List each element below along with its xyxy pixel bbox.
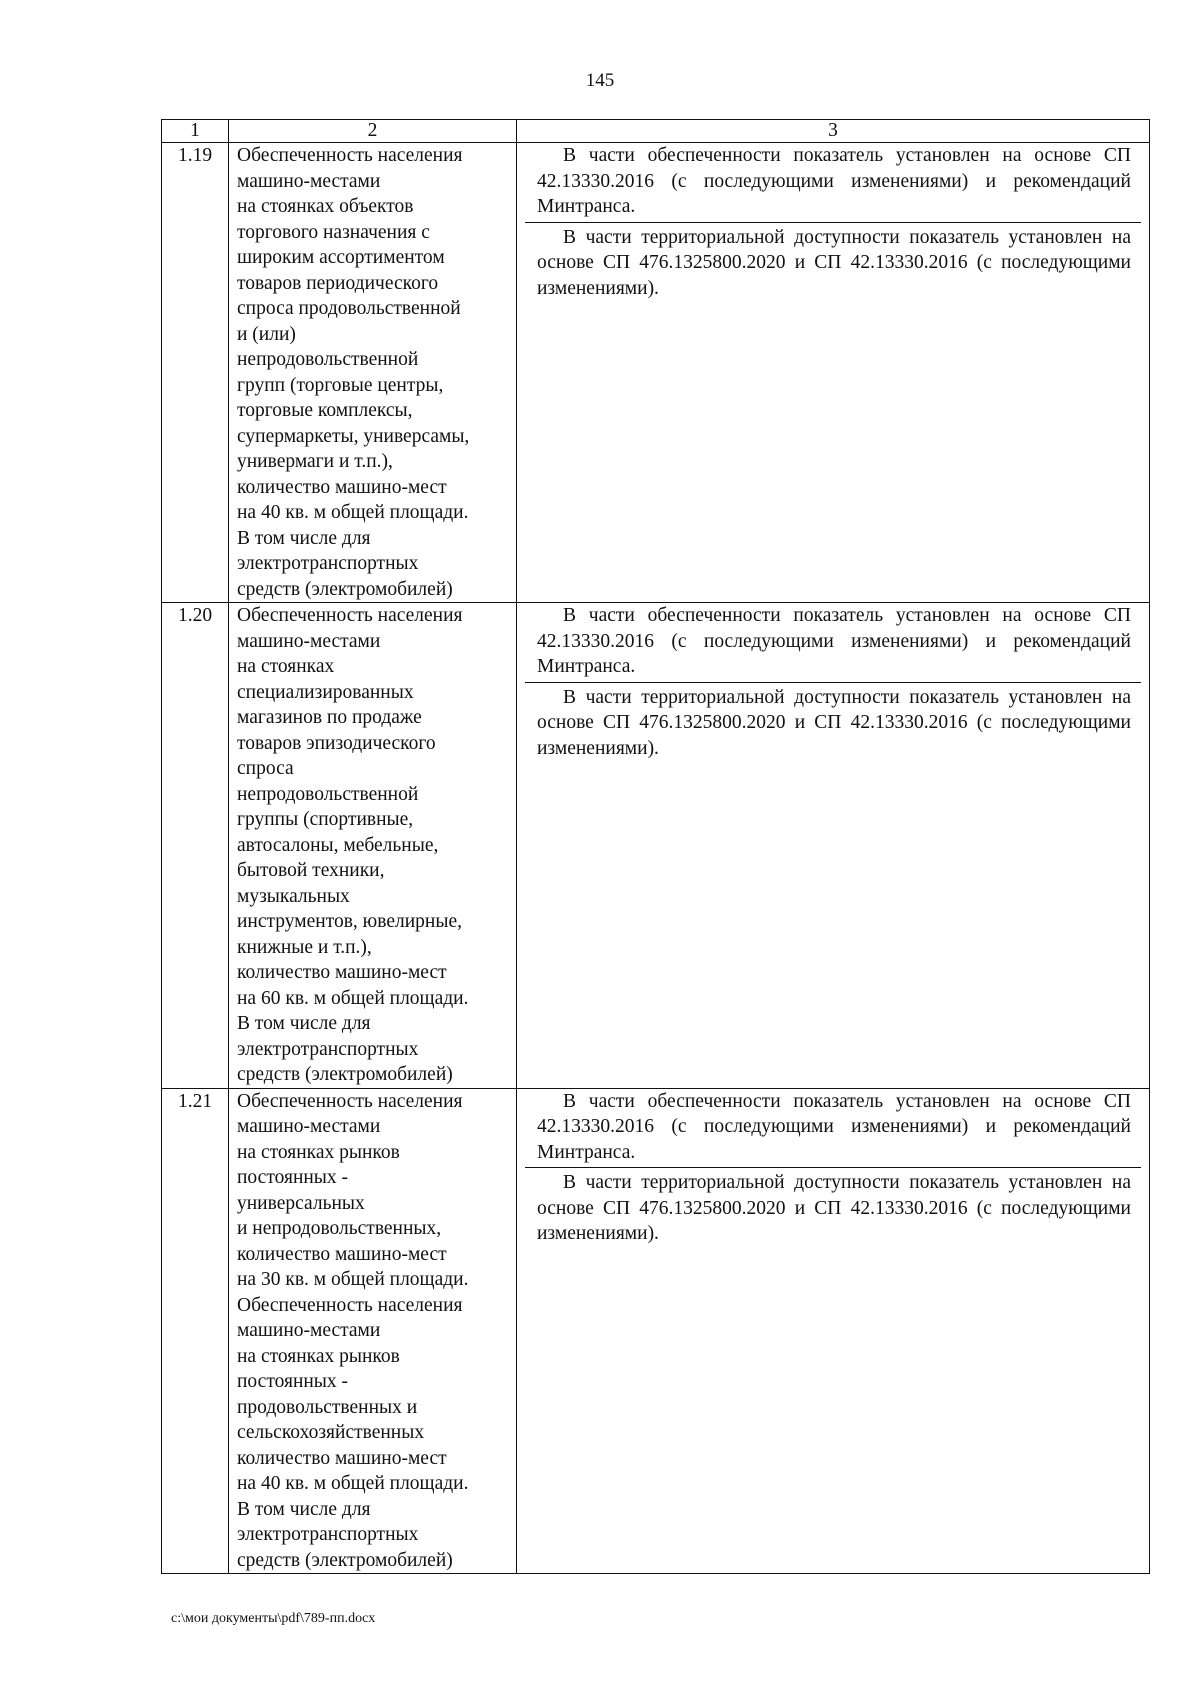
description-line: электротранспортных <box>237 1524 419 1545</box>
description-line: специализированных <box>237 681 414 703</box>
description-line: Обеспеченность населения <box>237 1294 463 1316</box>
description-line: В том числе для <box>237 1498 371 1520</box>
file-path-footer: c:\мои документы\pdf\789-пп.docx <box>171 1611 376 1626</box>
description-line: машино-местами <box>237 630 381 652</box>
table-row <box>162 1088 1150 1574</box>
description-line: средств (электромобилей) <box>237 578 453 600</box>
description-line: на 40 кв. м общей площади. <box>237 502 469 523</box>
description-line: В том числе для <box>237 1013 371 1034</box>
description-line: и (или) <box>237 323 296 345</box>
row-notes <box>517 143 1150 603</box>
description-line: автосалоны, мебельные, <box>237 834 439 856</box>
description-line: количество машино-мест <box>237 476 447 498</box>
description-line: товаров периодического <box>237 272 439 294</box>
page-number: 145 <box>585 70 615 91</box>
description-line: группы (спортивные, <box>237 809 414 830</box>
description-line: средств (электромобилей) <box>237 1064 453 1085</box>
description-line: постоянных - <box>237 1371 349 1392</box>
row-description <box>229 1088 517 1574</box>
description-line: магазинов по продаже <box>237 707 422 728</box>
note-provision: В части обеспеченности показатель установлен на основе СП 42.13330.2016 (с последующими изменениями) и рекомендаций Минтранса. <box>537 1090 1131 1163</box>
description-line: машино-местами <box>237 1116 381 1137</box>
description-line: музыкальных <box>237 885 350 907</box>
description-line: на 60 кв. м общей площади. <box>237 987 469 1009</box>
column-header: 3 <box>517 120 1150 143</box>
description-line: электротранспортных <box>237 1038 419 1060</box>
column-header: 2 <box>229 120 517 143</box>
description-line: постоянных - <box>237 1167 349 1188</box>
description-line: на стоянках рынков <box>237 1345 400 1367</box>
description-line: Обеспеченность населения <box>237 145 463 166</box>
description-line: супермаркеты, универсамы, <box>237 425 470 447</box>
note-provision: В части обеспеченности показатель установлен на основе СП 42.13330.2016 (с последующими изменениями) и рекомендаций Минтранса. <box>537 145 1131 217</box>
row-notes <box>517 1088 1150 1574</box>
description-line: торгового назначения с <box>237 221 430 243</box>
note-accessibility: В части территориальной доступности показатель установлен на основе СП 476.1325800.2020 и СП 42.13330.2016 (с последующими изменениями). <box>525 222 1141 304</box>
description-line: товаров эпизодического <box>237 732 436 754</box>
description-line: широким ассортиментом <box>237 247 445 268</box>
note-provision: В части обеспеченности показатель установлен на основе СП 42.13330.2016 (с последующими изменениями) и рекомендаций Минтранса. <box>537 605 1131 677</box>
description-line: непродовольственной <box>237 349 419 370</box>
table-row <box>162 603 1150 1089</box>
row-number: 1.19 <box>162 143 229 603</box>
description-line: машино-местами <box>237 170 381 192</box>
description-line: групп (торговые центры, <box>237 374 444 396</box>
note-accessibility: В части территориальной доступности показатель установлен на основе СП 476.1325800.2020 и СП 42.13330.2016 (с последующими изменениями). <box>525 682 1141 764</box>
row-number: 1.20 <box>162 603 229 1089</box>
description-line: электротранспортных <box>237 553 419 574</box>
description-line: машино-местами <box>237 1320 381 1341</box>
description-line: торговые комплексы, <box>237 400 413 421</box>
row-number: 1.21 <box>162 1088 229 1574</box>
description-line: на 30 кв. м общей площади. <box>237 1269 469 1290</box>
description-line: на стоянках <box>237 656 335 677</box>
note-accessibility: В части территориальной доступности показатель установлен на основе СП 476.1325800.2020 и СП 42.13330.2016 (с последующими изменениями). <box>525 1167 1141 1249</box>
description-line: универмаги и т.п.), <box>237 451 393 472</box>
description-line: В том числе для <box>237 527 371 549</box>
description-line: на 40 кв. м общей площади. <box>237 1473 469 1494</box>
description-line: спроса <box>237 758 294 779</box>
column-header: 1 <box>162 120 229 143</box>
description-line: Обеспеченность населения <box>237 1090 463 1112</box>
description-line: сельскохозяйственных <box>237 1422 425 1443</box>
table-header-row <box>162 120 1150 143</box>
description-line: бытовой техники, <box>237 860 385 881</box>
table-row <box>162 143 1150 603</box>
description-line: на стоянках объектов <box>237 196 414 217</box>
description-line: на стоянках рынков <box>237 1141 400 1163</box>
description-line: и непродовольственных, <box>237 1218 442 1239</box>
row-description <box>229 143 517 603</box>
description-line: непродовольственной <box>237 783 419 805</box>
row-description <box>229 603 517 1089</box>
description-line: универсальных <box>237 1192 365 1214</box>
description-line: количество машино-мест <box>237 1243 447 1265</box>
description-line: количество машино-мест <box>237 1447 447 1469</box>
description-line: спроса продовольственной <box>237 298 461 319</box>
row-notes <box>517 603 1150 1089</box>
description-line: средств (электромобилей) <box>237 1549 453 1571</box>
standards-table <box>161 119 1150 1574</box>
description-line: продовольственных и <box>237 1396 418 1418</box>
description-line: Обеспеченность населения <box>237 605 463 626</box>
description-line: инструментов, ювелирные, <box>237 911 462 932</box>
description-line: книжные и т.п.), <box>237 936 372 958</box>
description-line: количество машино-мест <box>237 962 447 983</box>
